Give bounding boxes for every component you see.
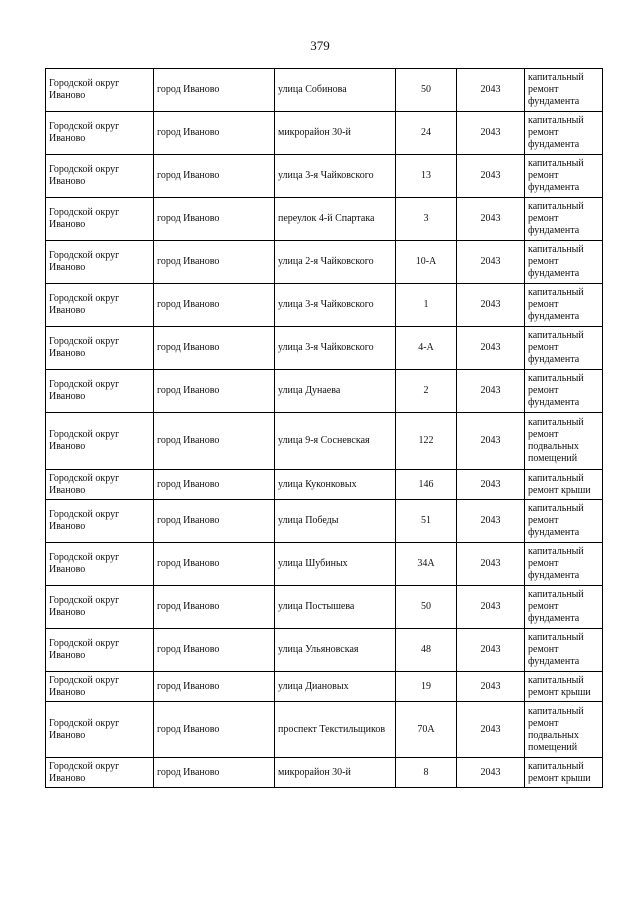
street-cell: микрорайон 30-й — [275, 112, 396, 155]
house-number-cell: 122 — [396, 413, 457, 470]
settlement-cell: город Иваново — [154, 672, 275, 702]
year-cell: 2043 — [457, 586, 525, 629]
house-number-cell: 146 — [396, 470, 457, 500]
municipality-cell: Городской округ Иваново — [46, 500, 154, 543]
year-cell: 2043 — [457, 758, 525, 788]
municipality-cell: Городской округ Иваново — [46, 586, 154, 629]
municipality-cell: Городской округ Иваново — [46, 413, 154, 470]
year-cell: 2043 — [457, 198, 525, 241]
street-cell: улица Победы — [275, 500, 396, 543]
table-row — [46, 327, 603, 370]
municipality-cell: Городской округ Иваново — [46, 198, 154, 241]
municipality-cell: Городской округ Иваново — [46, 758, 154, 788]
settlement-cell: город Иваново — [154, 284, 275, 327]
year-cell: 2043 — [457, 413, 525, 470]
settlement-cell: город Иваново — [154, 370, 275, 413]
house-number-cell: 48 — [396, 629, 457, 672]
year-cell: 2043 — [457, 155, 525, 198]
work-type-cell: капитальный ремонт фундамента — [525, 284, 603, 327]
house-number-cell: 1 — [396, 284, 457, 327]
work-type-cell: капитальный ремонт фундамента — [525, 586, 603, 629]
municipality-cell: Городской округ Иваново — [46, 629, 154, 672]
municipality-cell: Городской округ Иваново — [46, 112, 154, 155]
work-type-cell: капитальный ремонт фундамента — [525, 112, 603, 155]
table-row — [46, 241, 603, 284]
house-number-cell: 4-А — [396, 327, 457, 370]
street-cell: переулок 4-й Спартака — [275, 198, 396, 241]
settlement-cell: город Иваново — [154, 155, 275, 198]
table-row — [46, 284, 603, 327]
house-number-cell: 24 — [396, 112, 457, 155]
house-number-cell: 19 — [396, 672, 457, 702]
settlement-cell: город Иваново — [154, 629, 275, 672]
table-row — [46, 629, 603, 672]
settlement-cell: город Иваново — [154, 500, 275, 543]
street-cell: улица 9-я Сосневская — [275, 413, 396, 470]
work-type-cell: капитальный ремонт крыши — [525, 758, 603, 788]
street-cell: улица 3-я Чайковского — [275, 327, 396, 370]
house-number-cell: 13 — [396, 155, 457, 198]
year-cell: 2043 — [457, 241, 525, 284]
table-row — [46, 112, 603, 155]
table-row — [46, 198, 603, 241]
work-type-cell: капитальный ремонт крыши — [525, 672, 603, 702]
table-row — [46, 586, 603, 629]
street-cell: улица Дунаева — [275, 370, 396, 413]
street-cell: улица Постышева — [275, 586, 396, 629]
page-number: 379 — [310, 38, 330, 53]
house-number-cell: 2 — [396, 370, 457, 413]
house-number-cell: 8 — [396, 758, 457, 788]
settlement-cell: город Иваново — [154, 69, 275, 112]
settlement-cell: город Иваново — [154, 198, 275, 241]
work-type-cell: капитальный ремонт фундамента — [525, 327, 603, 370]
house-number-cell: 3 — [396, 198, 457, 241]
house-number-cell: 51 — [396, 500, 457, 543]
street-cell: улица Собинова — [275, 69, 396, 112]
year-cell: 2043 — [457, 470, 525, 500]
municipality-cell: Городской округ Иваново — [46, 543, 154, 586]
street-cell: улица 3-я Чайковского — [275, 155, 396, 198]
table-row — [46, 155, 603, 198]
work-type-cell: капитальный ремонт фундамента — [525, 69, 603, 112]
year-cell: 2043 — [457, 702, 525, 758]
house-number-cell: 10-А — [396, 241, 457, 284]
table-row — [46, 758, 603, 788]
year-cell: 2043 — [457, 284, 525, 327]
settlement-cell: город Иваново — [154, 413, 275, 470]
work-type-cell: капитальный ремонт крыши — [525, 470, 603, 500]
year-cell: 2043 — [457, 500, 525, 543]
settlement-cell: город Иваново — [154, 112, 275, 155]
municipality-cell: Городской округ Иваново — [46, 69, 154, 112]
street-cell: улица Ульяновская — [275, 629, 396, 672]
municipality-cell: Городской округ Иваново — [46, 155, 154, 198]
work-type-cell: капитальный ремонт фундамента — [525, 198, 603, 241]
table-row — [46, 500, 603, 543]
table-row — [46, 470, 603, 500]
work-type-cell: капитальный ремонт фундамента — [525, 543, 603, 586]
year-cell: 2043 — [457, 672, 525, 702]
house-number-cell: 70А — [396, 702, 457, 758]
work-type-cell: капитальный ремонт фундамента — [525, 629, 603, 672]
municipality-cell: Городской округ Иваново — [46, 241, 154, 284]
table-row — [46, 413, 603, 470]
municipality-cell: Городской округ Иваново — [46, 672, 154, 702]
street-cell: улица 2-я Чайковского — [275, 241, 396, 284]
municipality-cell: Городской округ Иваново — [46, 702, 154, 758]
year-cell: 2043 — [457, 543, 525, 586]
work-type-cell: капитальный ремонт подвальных помещений — [525, 702, 603, 758]
table-row — [46, 69, 603, 112]
work-type-cell: капитальный ремонт фундамента — [525, 241, 603, 284]
table-row — [46, 543, 603, 586]
municipality-cell: Городской округ Иваново — [46, 327, 154, 370]
street-cell: проспект Текстильщиков — [275, 702, 396, 758]
municipality-cell: Городской округ Иваново — [46, 370, 154, 413]
settlement-cell: город Иваново — [154, 702, 275, 758]
house-number-cell: 50 — [396, 69, 457, 112]
table-row — [46, 672, 603, 702]
settlement-cell: город Иваново — [154, 586, 275, 629]
repair-schedule-table — [45, 68, 603, 788]
work-type-cell: капитальный ремонт подвальных помещений — [525, 413, 603, 470]
street-cell: улица Диановых — [275, 672, 396, 702]
work-type-cell: капитальный ремонт фундамента — [525, 370, 603, 413]
street-cell: улица 3-я Чайковского — [275, 284, 396, 327]
year-cell: 2043 — [457, 370, 525, 413]
year-cell: 2043 — [457, 629, 525, 672]
settlement-cell: город Иваново — [154, 470, 275, 500]
street-cell: улица Куконковых — [275, 470, 396, 500]
work-type-cell: капитальный ремонт фундамента — [525, 500, 603, 543]
street-cell: микрорайон 30-й — [275, 758, 396, 788]
settlement-cell: город Иваново — [154, 327, 275, 370]
work-type-cell: капитальный ремонт фундамента — [525, 155, 603, 198]
settlement-cell: город Иваново — [154, 543, 275, 586]
year-cell: 2043 — [457, 69, 525, 112]
table-row — [46, 370, 603, 413]
street-cell: улица Шубиных — [275, 543, 396, 586]
table-row — [46, 702, 603, 758]
municipality-cell: Городской округ Иваново — [46, 284, 154, 327]
settlement-cell: город Иваново — [154, 241, 275, 284]
house-number-cell: 50 — [396, 586, 457, 629]
municipality-cell: Городской округ Иваново — [46, 470, 154, 500]
year-cell: 2043 — [457, 112, 525, 155]
year-cell: 2043 — [457, 327, 525, 370]
settlement-cell: город Иваново — [154, 758, 275, 788]
house-number-cell: 34А — [396, 543, 457, 586]
